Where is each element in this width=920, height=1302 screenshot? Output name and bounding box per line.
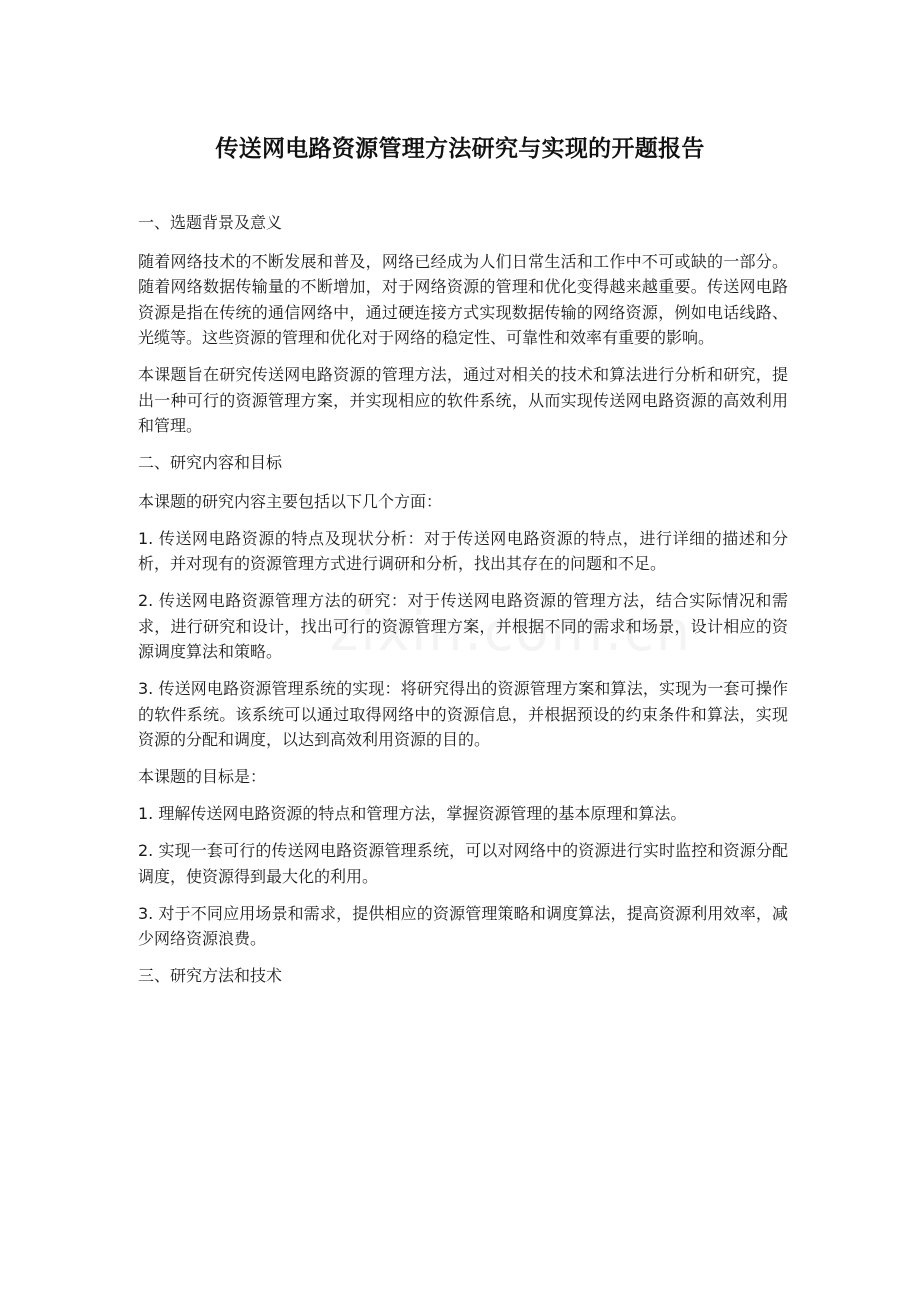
list-item-goal-1: 1. 理解传送网电路资源的特点和管理方法，掌握资源管理的基本原理和算法。 <box>138 804 687 823</box>
section-heading-content: 二、研究内容和目标 <box>138 453 283 472</box>
list-item-goal-3: 3. 对于不同应用场景和需求，提供相应的资源管理策略和调度算法，提高资源利用效率，减少网络资源浪费。 <box>138 903 788 948</box>
paragraph-content-intro: 本课题的研究内容主要包括以下几个方面： <box>138 491 443 511</box>
list-item-content-1: 1. 传送网电路资源的特点及现状分析：对于传送网电路资源的特点，进行详细的描述和分析，并对现有的资源管理方式进行调研和分析，找出其存在的问题和不足。 <box>138 528 788 573</box>
list-item-content-2: 2. 传送网电路资源管理方法的研究：对于传送网电路资源的管理方法，结合实际情况和需求，进行研究和设计，找出可行的资源管理方案，并根据不同的需求和场景，设计相应的资源调度算法和策略。 <box>138 591 788 661</box>
list-item-content-3: 3. 传送网电路资源管理系统的实现：将研究得出的资源管理方案和算法，实现为一套可操作的软件系统。该系统可以通过取得网络中的资源信息，并根据预设的约束条件和算法，实现资源的分配和调度，以达到高效利用资源的目的。 <box>138 679 788 749</box>
section-heading-background: 一、选题背景及意义 <box>138 213 283 232</box>
paragraph-purpose: 本课题旨在研究传送网电路资源的管理方法，通过对相关的技术和算法进行分析和研究，提出一种可行的资源管理方案，并实现相应的软件系统，从而实现传送网电路资源的高效利用和管理。 <box>138 365 788 435</box>
section-heading-methods: 三、研究方法和技术 <box>138 966 283 985</box>
paragraph-background: 随着网络技术的不断发展和普及，网络已经成为人们日常生活和工作中不可或缺的一部分。随着网络数据传输量的不断增加，对于网络资源的管理和优化变得越来越重要。传送网电路资源是指在传统的通信网络中，通过硬连接方式实现数据传输的网络资源，例如电话线路、光缆等。这些资源的管理和优化对于网络的稳定性、可靠性和效率有重要的影响。 <box>138 251 788 347</box>
document-title: 传送网电路资源管理方法研究与实现的开题报告 <box>215 136 705 162</box>
document-body <box>138 210 788 1002</box>
paragraph-goals-intro: 本课题的目标是： <box>138 767 267 786</box>
list-item-goal-2: 2. 实现一套可行的传送网电路资源管理系统，可以对网络中的资源进行实时监控和资源分配调度，使资源得到最大化的利用。 <box>138 841 788 886</box>
